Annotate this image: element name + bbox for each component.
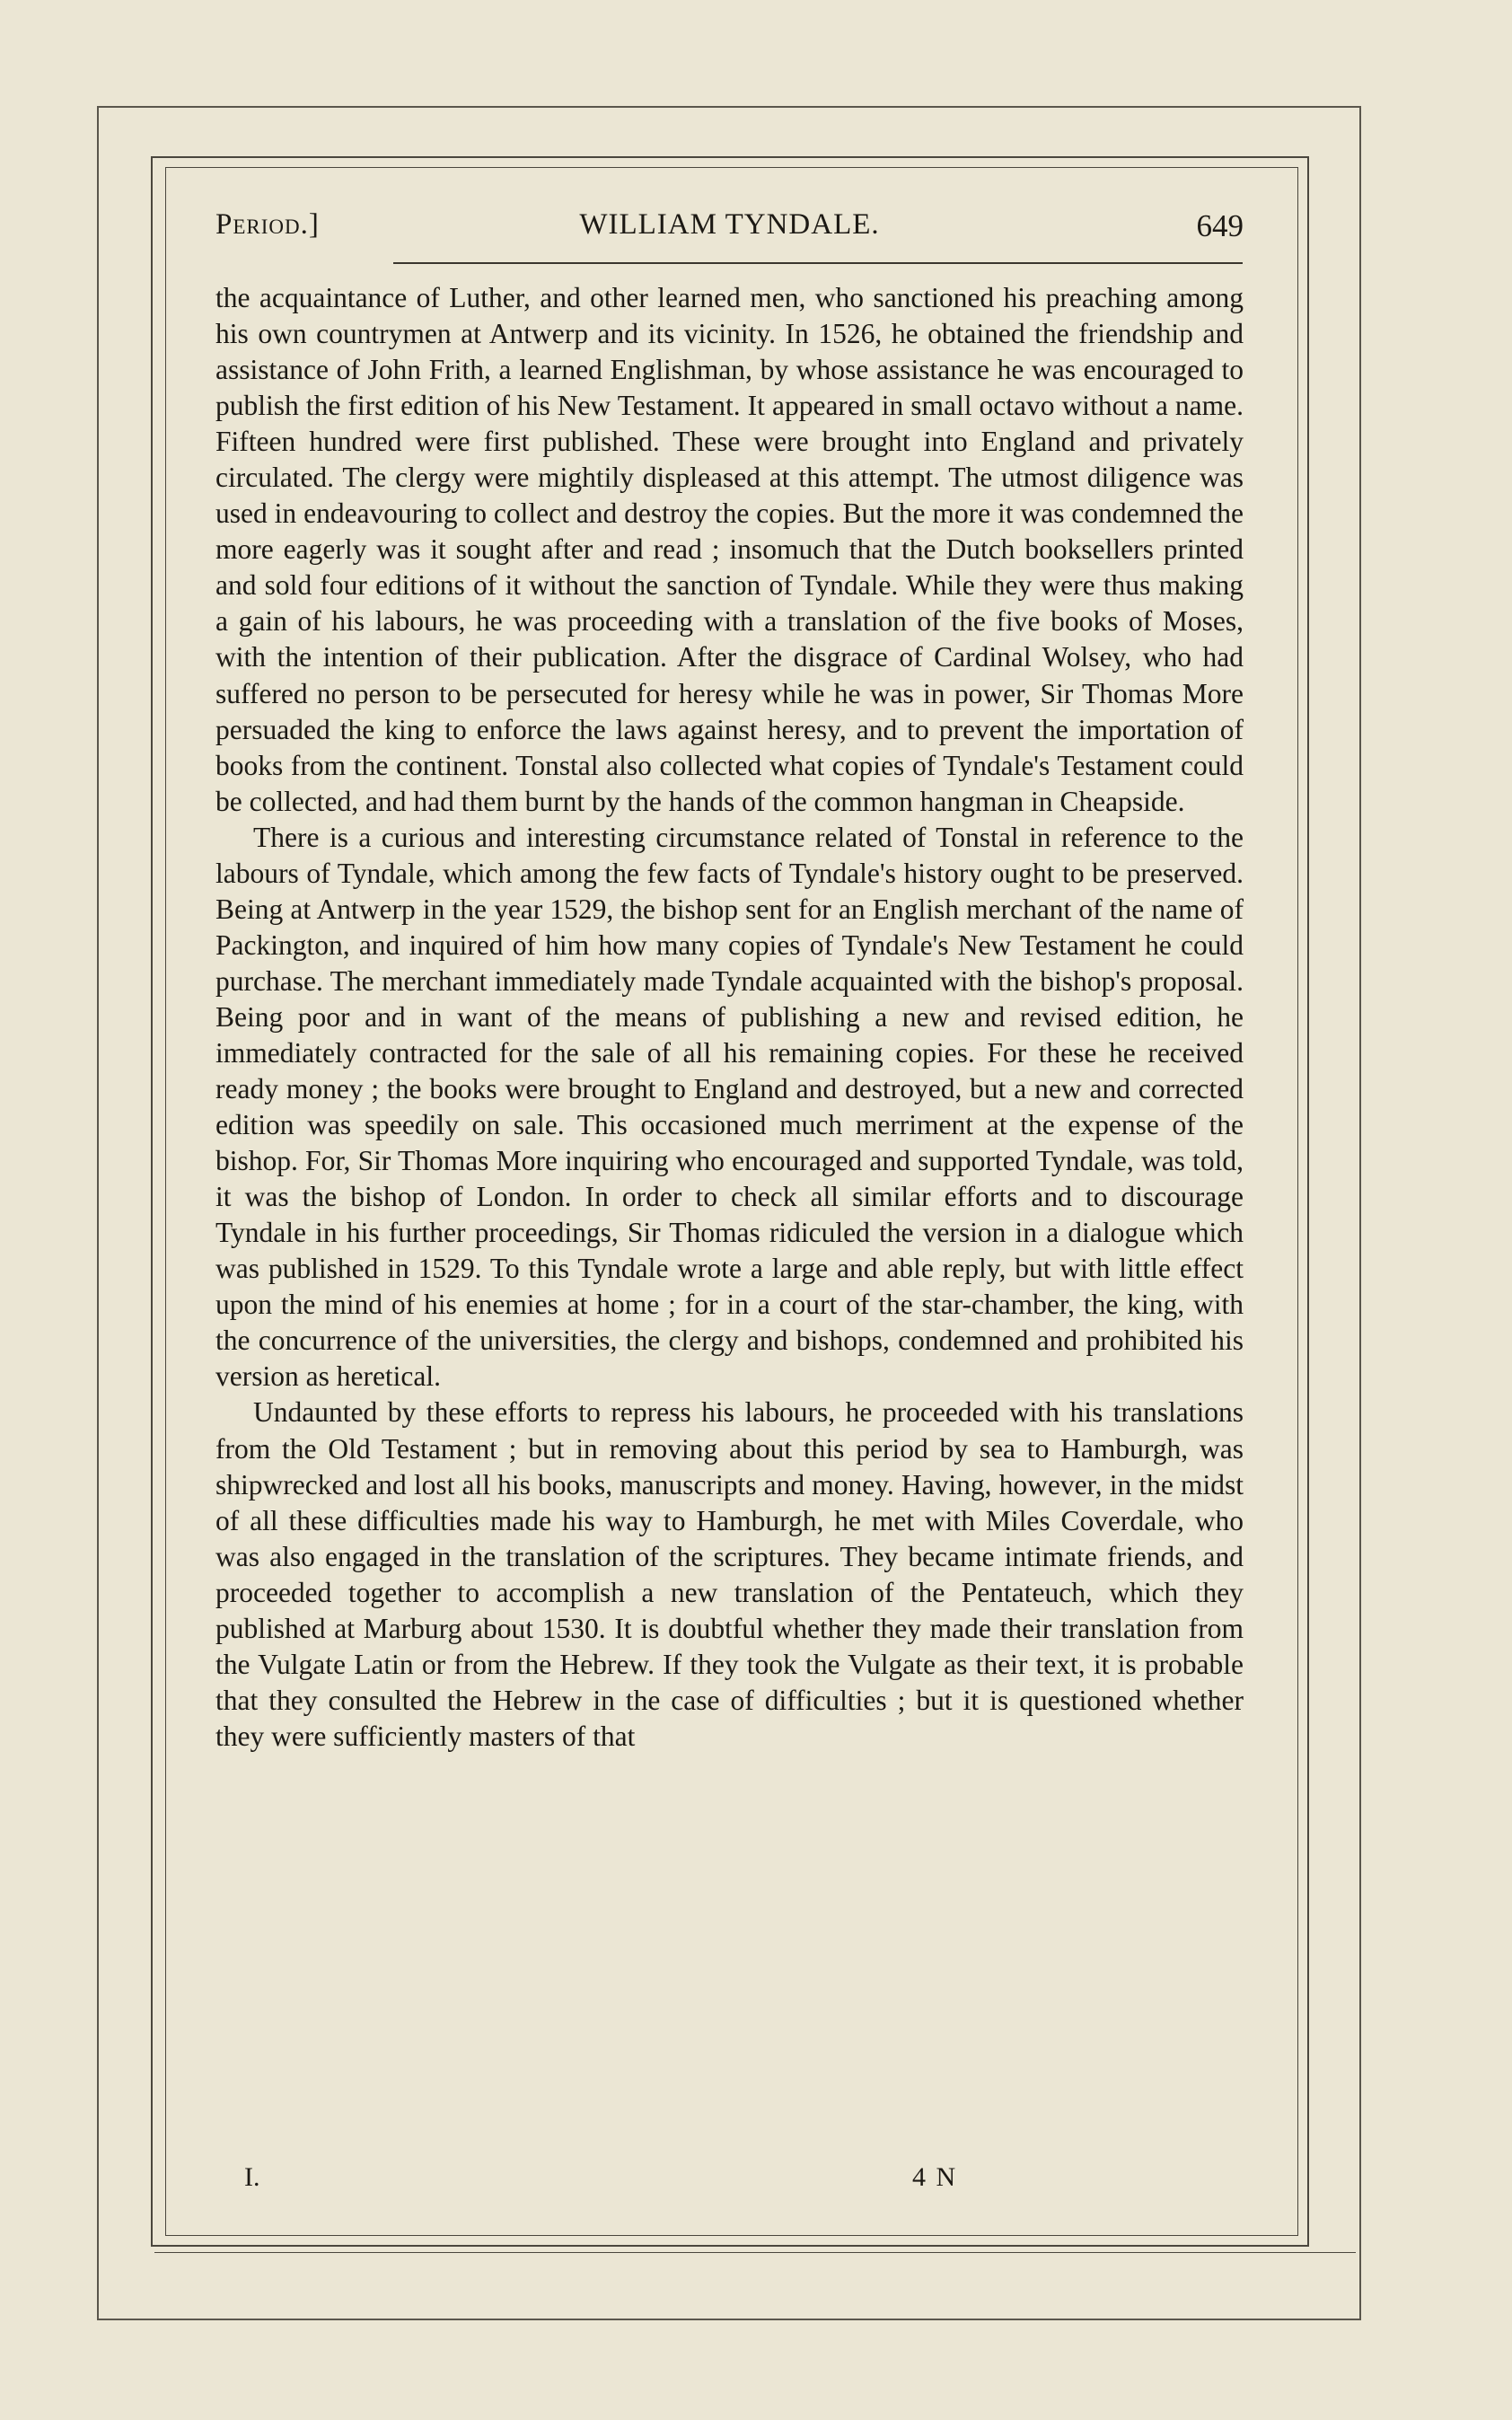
paragraph-2: There is a curious and interesting circumstance related of Tonstal in reference to the labours of Tyndale, which among the few facts of Tyndale's history ought to be preserved. Being at Antwerp in the year 1529, the bishop sent for an English merchant of the name of Packington, and inquired of him how many copies of Tyndale's New Testament he could purchase. The merchant immediately made Tyndale acquainted with the bishop's proposal. Being poor and in want of the means of publishing a new and revised edition, he immediately contracted for the sale of all his remaining copies. For these he received ready money ; the books were brought to England and destroyed, but a new and corrected edition was speedily on sale. This occasioned much merriment at the expense of the bishop. For, Sir Thomas More inquiring who encouraged and supported Tyndale, was told, it was the bishop of London. In order to check all similar efforts and to discourage Tyndale in his further proceedings, Sir Thomas ridiculed the version in a dialogue which was published in 1529. To this Tyndale wrote a large and able reply, but with little effect upon the mind of his enemies at home ; for in a court of the star-chamber, the king, with the concurrence of the universities, the clergy and bishops, condemned and prohibited his version as heretical. — [215, 821, 1244, 1393]
body-text — [215, 280, 1244, 1755]
page-footer — [215, 2162, 1244, 2202]
paragraph-3: Undaunted by these efforts to repress his labours, he proceeded with his translations from the Old Testament ; but in removing about this period by sea to Hamburgh, was shipwrecked and lost all his books, manuscripts and money. Having, however, in the midst of all these difficulties made his way to Hamburgh, he met with Miles Coverdale, who was also engaged in the translation of the scriptures. They became intimate friends, and proceeded together to accomplish a new translation of the Pentateuch, which they published at Marburg about 1530. It is doubtful whether they made their translation from the Vulgate Latin or from the Hebrew. If they took the Vulgate as their text, it is probable that they consulted the Hebrew in the case of difficulties ; but it is questioned whether they were sufficiently masters of that — [215, 1396, 1244, 1752]
signature-mark: 4 N — [912, 2162, 958, 2192]
header-period: Period.] — [215, 208, 320, 241]
running-header — [215, 208, 1244, 253]
border-offset-line — [154, 2252, 1356, 2253]
header-title: WILLIAM TYNDALE. — [579, 208, 880, 241]
paragraph-1: the acquaintance of Luther, and other learned men, who sanctioned his preaching among his own countrymen at Antwerp and its vicinity. In 1526, he obtained the friendship and assistance of John Frith, a learned Englishman, by whose assistance he was encouraged to publish the first edition of his New Testament. It appeared in small octavo without a name. Fifteen hundred were first published. These were brought into England and privately circulated. The clergy were mightily displeased at this attempt. The utmost diligence was used in endeavouring to collect and destroy the copies. But the more it was condemned the more eagerly was it sought after and read ; insomuch that the Dutch booksellers printed and sold four editions of it without the sanction of Tyndale. While they were thus making a gain of his labours, he was proceeding with a translation of the five books of Moses, with the intention of their publication. After the disgrace of Cardinal Wolsey, who had suffered no person to be persecuted for heresy while he was in power, Sir Thomas More persuaded the king to enforce the laws against heresy, and to prevent the importation of books from the continent. Tonstal also collected what copies of Tyndale's Testament could be collected, and had them burnt by the hands of the common hangman in Cheapside. — [215, 282, 1244, 817]
header-rule — [393, 262, 1243, 264]
volume-mark: I. — [244, 2162, 260, 2192]
page-number: 649 — [1196, 208, 1244, 243]
